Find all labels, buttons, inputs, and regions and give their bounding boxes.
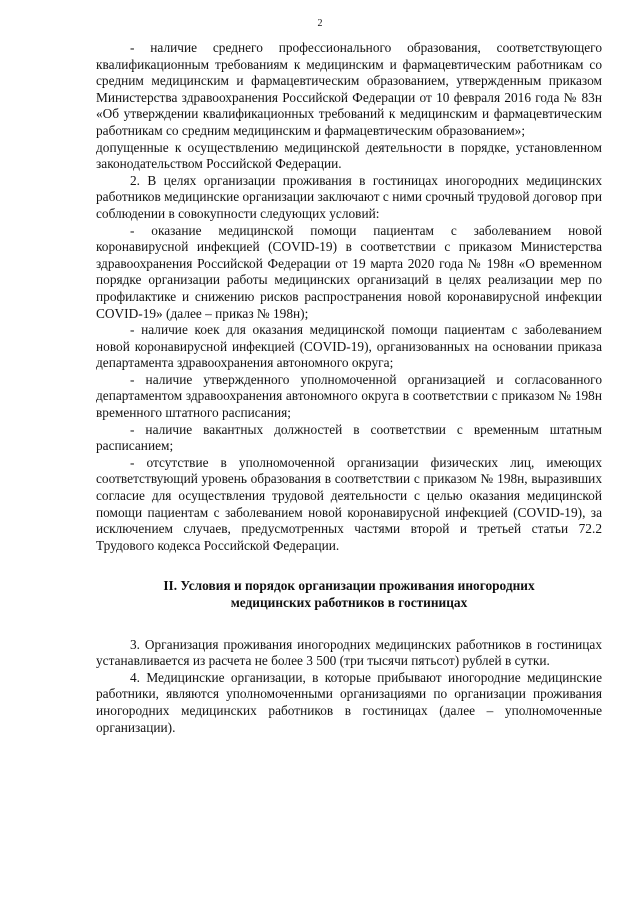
section-heading-line1: II. Условия и порядок организации проживания иногородних [163, 578, 535, 594]
paragraph-clause-2: 2. В целях организации проживания в гостиницах иногородних медицинских работников медицинские организации заключают с ними срочный трудовой договор при соблюдении в совокупности следующих условий: [96, 172, 602, 221]
section-heading-line2: медицинских работников в гостиницах [230, 595, 468, 610]
section-heading [96, 578, 602, 611]
paragraph-condition-beds: - наличие коек для оказания медицинской помощи пациентам с заболеванием новой коронавирусной инфекцией (COVID-19), организованных на основании приказа департамента здравоохранения автономного округа; [96, 322, 602, 371]
page-number: 2 [317, 18, 323, 29]
paragraph-admitted-to-practice: допущенные к осуществлению медицинской деятельности в порядке, установленном законодательством Российской Федерации. [96, 139, 602, 172]
paragraph-education-requirement: - наличие среднего профессионального образования, соответствующего квалификационным требованиям к медицинским и фармацевтическим работникам со средним медицинским и фармацевтическим образованием, утвержденным приказом Министерства здравоохранения Российской Федерации от 10 февраля 2016 года № 83н «Об утверждении квалификационных требований к медицинским и фармацевтическим работникам со средним медицинским и фармацевтическим образованием»; [96, 40, 602, 138]
paragraph-condition-no-local-staff: - отсутствие в уполномоченной организации физических лиц, имеющих соответствующий уровень образования в соответствии с приказом № 198н, выразивших согласие для осуществления трудовой деятельности с целью оказания медицинской помощи пациентам с заболеванием новой коронавирусной инфекцией (COVID-19), за исключением случаев, предусмотренных частями второй и третьей статьи 72.2 Трудового кодекса Российской Федерации. [96, 454, 602, 553]
paragraph-clause-3: 3. Организация проживания иногородних медицинских работников в гостиницах устанавливается из расчета не более 3 500 (три тысячи пятьсот) рублей в сутки. [96, 636, 602, 669]
document-body [96, 40, 602, 736]
paragraph-condition-staffing-schedule: - наличие утвержденного уполномоченной организацией и согласованного департаментом здравоохранения автономного округа в соответствии с приказом № 198н временного штатного расписания; [96, 371, 602, 421]
paragraph-condition-covid-care: - оказание медицинской помощи пациентам с заболеванием новой коронавирусной инфекцией (COVID-19) в соответствии с приказом Министерства здравоохранения Российской Федерации от 19 марта 2020 года № 198н «О временном порядке организации работы медицинских организаций в целях реализации мер по профилактике и снижению рисков распространения новой коронавирусной инфекции COVID-19» (далее – приказ № 198н); [96, 222, 602, 321]
paragraph-condition-vacancies: - наличие вакантных должностей в соответствии с временным штатным расписанием; [96, 421, 602, 454]
paragraph-clause-4: 4. Медицинские организации, в которые прибывают иногородние медицинские работники, являются уполномоченными организациями по организации проживания иногородних медицинских работников в гостиницах (далее – уполномоченные организации). [96, 669, 602, 735]
